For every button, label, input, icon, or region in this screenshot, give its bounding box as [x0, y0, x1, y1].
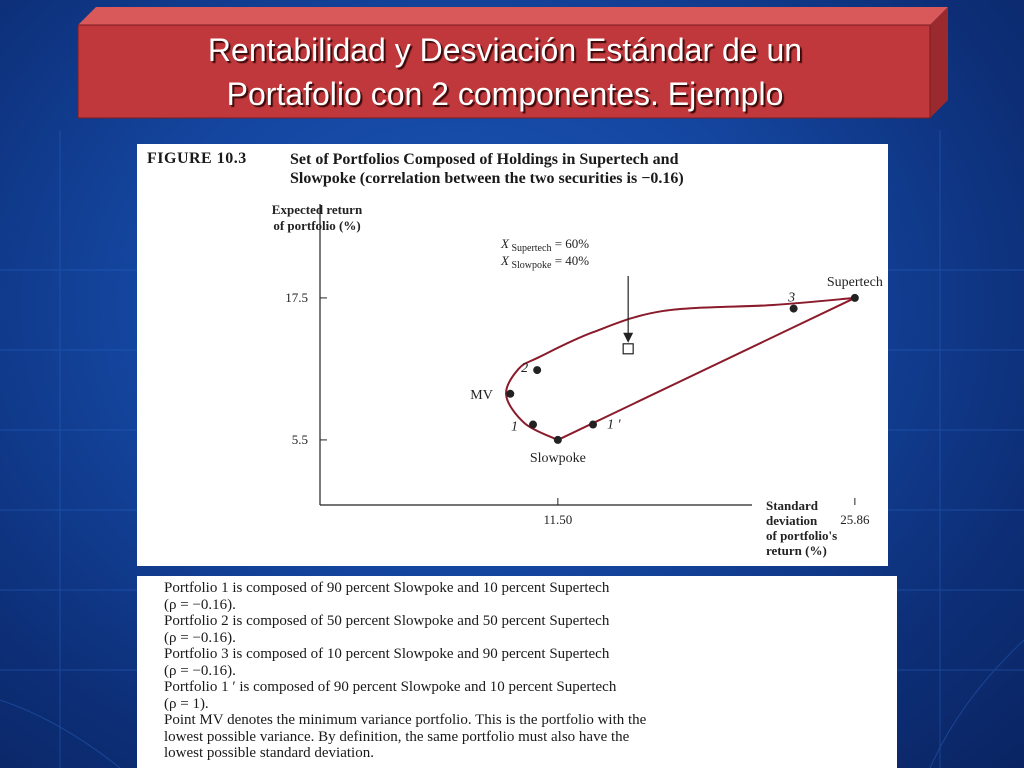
figure-number: FIGURE 10.3 — [147, 150, 247, 167]
slide-title — [78, 22, 932, 122]
y-tick-label: 5.5 — [291, 431, 308, 447]
annotation-weight-slowpoke: X $_{Slowpoke}$ = 40% — [501, 253, 590, 271]
portfolio-chart — [137, 144, 888, 566]
note-line: (ρ = −0.16). — [164, 596, 236, 613]
data-point-label: 1 — [511, 419, 519, 435]
note-line: Point MV denotes the minimum variance portfolio. This is the portfolio with the — [164, 712, 647, 728]
note-line: (ρ = −0.16). — [164, 662, 236, 679]
data-point — [589, 421, 597, 429]
figure-caption-line-2: Slowpoke (correlation between the two securities is −0.16) — [290, 170, 684, 187]
x-tick-label: 25.86 — [840, 512, 870, 527]
data-point — [506, 390, 514, 398]
data-point — [790, 305, 798, 313]
figure-panel — [137, 144, 888, 566]
y-tick-label: 17.5 — [285, 289, 308, 305]
note-line: Portfolio 2 is composed of 50 percent Slowpoke and 50 percent Supertech — [164, 613, 610, 629]
x-axis-label-line-4: return (%) — [766, 543, 827, 558]
note-line: Portfolio 1 is composed of 90 percent Slowpoke and 10 percent Supertech — [164, 580, 610, 596]
figure-caption-line-1: Set of Portfolios Composed of Holdings in Supertech and — [290, 151, 679, 168]
x-tick-label: 11.50 — [543, 512, 573, 527]
y-axis-label-line-2: of portfolio (%) — [273, 218, 361, 233]
highlighted-portfolio-marker — [623, 344, 633, 354]
slide-title-line-2: Portafolio con 2 componentes. Ejemplo — [226, 76, 784, 112]
data-point-label: Slowpoke — [529, 450, 586, 466]
data-point — [851, 294, 859, 302]
slide-title-line-1: Rentabilidad y Desviación Estándar de un — [207, 32, 803, 68]
efficient-frontier-curve — [506, 298, 855, 440]
note-line: (ρ = −0.16). — [164, 629, 236, 646]
data-point-label: 1 ' — [607, 417, 621, 433]
data-point-label: 3 — [788, 290, 796, 306]
data-point-label: MV — [470, 387, 493, 403]
data-point — [533, 366, 541, 374]
x-axis-label-line-2: deviation — [766, 513, 818, 528]
note-line: Portfolio 3 is composed of 10 percent Slowpoke and 90 percent Supertech — [164, 646, 610, 662]
note-line: (ρ = 1). — [164, 695, 209, 712]
notes-panel — [137, 576, 897, 768]
x-axis-label-line-1: Standard — [766, 498, 819, 513]
annotation-arrow-head — [623, 333, 633, 343]
data-point — [529, 421, 537, 429]
data-point-label: 2 — [521, 361, 529, 377]
note-line: lowest possible variance. By definition, the same portfolio must also have the — [164, 728, 630, 745]
data-point-label: Supertech — [826, 274, 883, 290]
note-line: Portfolio 1 ′ is composed of 90 percent Slowpoke and 10 percent Supertech — [164, 679, 617, 695]
y-axis-label-line-1: Expected return — [271, 202, 363, 217]
annotation-weight-supertech: X $_{Supertech}$ = 60% — [501, 236, 590, 254]
data-point — [554, 436, 562, 444]
x-axis-label-line-3: of portfolio's — [766, 528, 838, 543]
note-line: lowest possible standard deviation. — [164, 745, 374, 761]
rho-one-line — [558, 298, 855, 440]
